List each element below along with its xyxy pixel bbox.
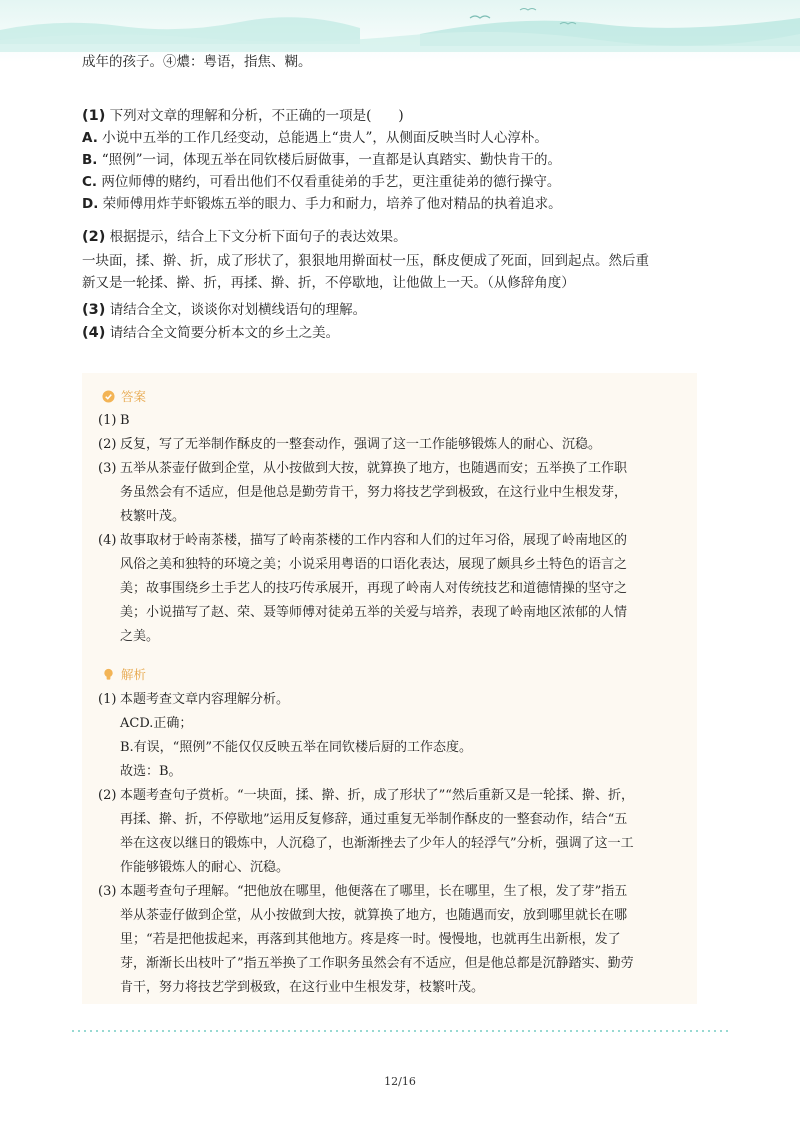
option-c-letter: C.	[82, 174, 98, 190]
answer-line: 风俗之美和独特的环境之美；小说采用粤语的口语化表达，展现了颇具乡土特色的语言之	[120, 557, 628, 572]
question-3-number: (3)	[82, 302, 106, 318]
answer-item-label: (2)	[98, 437, 117, 452]
lightbulb-icon	[102, 668, 115, 681]
analysis-heading-label: 解析	[121, 667, 147, 682]
question-2-quote-line-1: 一块面，揉、擀、折，成了形状了，狠狠地用擀面杖一压，酥皮便成了死面，回到起点。然后重	[82, 253, 649, 269]
answer-heading	[102, 387, 146, 405]
answer-line: 之美。	[120, 629, 160, 644]
option-b-letter: B.	[82, 152, 98, 168]
answer-line: 务虽然会有不适应，但是他总是勤劳肯干，努力将技艺学到极致，在这行业中生根发芽，	[120, 485, 628, 500]
answer-line: B	[120, 413, 130, 428]
analysis-line: 本题考查文章内容理解分析。	[120, 692, 290, 707]
answer-line: 枝繁叶茂。	[120, 509, 186, 524]
option-d	[82, 193, 722, 215]
answer-line: 五举从茶壶仔做到企堂，从小按做到大按，就算换了地方，也随遇而安；五举换了工作职	[120, 461, 628, 476]
answer-item-3	[98, 457, 693, 529]
analysis-line: 再揉、擀、折，不停歇地”运用反复修辞，通过重复无举制作酥皮的一整套动作，结合“五	[120, 812, 628, 827]
answer-item-label: (1)	[98, 413, 117, 428]
option-b	[82, 149, 722, 171]
answer-heading-label: 答案	[121, 389, 147, 404]
question-2-number: (2)	[82, 229, 106, 245]
question-2-quote-line-2: 新又是一轮揉、擀、折，再揉、擀、折，不停歇地，让他做上一天。（从修辞角度）	[82, 275, 575, 291]
analysis-line: 举从茶壶仔做到企堂，从小按做到大按，就算换了地方，也随遇而安，放到哪里就长在哪	[120, 908, 628, 923]
option-a-text: 小说中五举的工作几经变动，总能遇上“贵人”，从侧面反映当时人心淳朴。	[102, 130, 548, 146]
analysis-line: ACD.正确；	[120, 716, 193, 731]
option-a-letter: A.	[82, 130, 98, 146]
option-c-text: 两位师傅的赌约，可看出他们不仅看重徒弟的手艺，更注重徒弟的德行操守。	[101, 174, 561, 190]
analysis-line: 本题考查句子理解。“把他放在哪里，他便落在了哪里，长在哪里，生了根，发了芽”指五	[120, 884, 628, 899]
check-circle-icon	[102, 390, 115, 403]
answer-item-2	[98, 433, 693, 457]
answer-list	[98, 409, 693, 649]
answer-line: 故事取材于岭南茶楼，描写了岭南茶楼的工作内容和人们的过年习俗，展现了岭南地区的	[120, 533, 628, 548]
question-1-number: (1)	[82, 108, 106, 124]
analysis-item-1	[98, 688, 693, 784]
answer-item-4	[98, 529, 693, 649]
answer-line: 反复，写了无举制作酥皮的一整套动作，强调了这一工作能够锻炼人的耐心、沉稳。	[120, 437, 602, 452]
question-4-stem: 请结合全文简要分析本文的乡土之美。	[109, 325, 340, 341]
question-4	[82, 322, 722, 344]
dotted-divider	[70, 1030, 730, 1032]
question-1-stem: 下列对文章的理解和分析，不正确的一项是( )	[109, 108, 404, 124]
option-b-text: “照例”一词，体现五举在同钦楼后厨做事，一直都是认真踏实、勤快肯干的。	[101, 152, 562, 168]
answer-line: 美；故事围绕乡土手艺人的技巧传承展开，再现了岭南人对传统技艺和道德情操的坚守之	[120, 581, 628, 596]
answer-item-label: (4)	[98, 533, 117, 548]
question-1	[82, 105, 722, 215]
question-3-stem: 请结合全文，谈谈你对划横线语句的理解。	[109, 302, 367, 318]
analysis-line: B.有误，“照例”不能仅仅反映五举在同钦楼后厨的工作态度。	[120, 740, 472, 755]
analysis-line: 本题考查句子赏析。“一块面，揉、擀、折，成了形状了”“然后重新又是一轮揉、擀、折，	[120, 788, 634, 803]
page-number: 12/16	[384, 1075, 416, 1088]
answer-item-label: (3)	[98, 461, 117, 476]
analysis-line: 里；“若是把他拔起来，再落到其他地方。疼是疼一时。慢慢地，也就再生出新根，发了	[120, 932, 621, 947]
analysis-item-label: (1)	[98, 692, 117, 707]
option-d-text: 荣师傅用炸芋虾锻炼五举的眼力、手力和耐力，培养了他对精品的执着追求。	[102, 196, 562, 212]
analysis-item-label: (2)	[98, 788, 117, 803]
analysis-item-3	[98, 880, 693, 1000]
analysis-line: 肯干，努力将技艺学到极致，在这行业中生根发芽，枝繁叶茂。	[120, 980, 485, 995]
analysis-line: 芽，渐渐长出枝叶了”指五举换了工作职务虽然会有不适应，但是他总都是沉静踏实、勤劳	[120, 956, 634, 971]
option-a	[82, 127, 722, 149]
analysis-list	[98, 688, 693, 1000]
answer-line: 美；小说描写了赵、荣、聂等师傅对徒弟五举的关爱与培养，表现了岭南地区浓郁的人情	[120, 605, 628, 620]
analysis-item-label: (3)	[98, 884, 117, 899]
intro-footnote: 成年的孩子。④燶：粤语，指焦、糊。	[82, 54, 312, 70]
question-3	[82, 299, 722, 321]
analysis-item-2	[98, 784, 693, 880]
solution-panel	[82, 373, 697, 1004]
question-4-number: (4)	[82, 325, 106, 341]
option-d-letter: D.	[82, 196, 99, 212]
question-2	[82, 226, 722, 294]
analysis-line: 举在这夜以继日的锻炼中，人沉稳了，也渐渐挫去了少年人的轻浮气”分析，强调了这一工	[120, 836, 634, 851]
analysis-line: 故选：B。	[120, 764, 182, 779]
analysis-heading	[102, 665, 146, 683]
analysis-line: 作能够锻炼人的耐心、沉稳。	[120, 860, 290, 875]
option-c	[82, 171, 722, 193]
answer-item-1	[98, 409, 693, 433]
question-2-stem: 根据提示，结合上下文分析下面句子的表达效果。	[109, 229, 407, 245]
